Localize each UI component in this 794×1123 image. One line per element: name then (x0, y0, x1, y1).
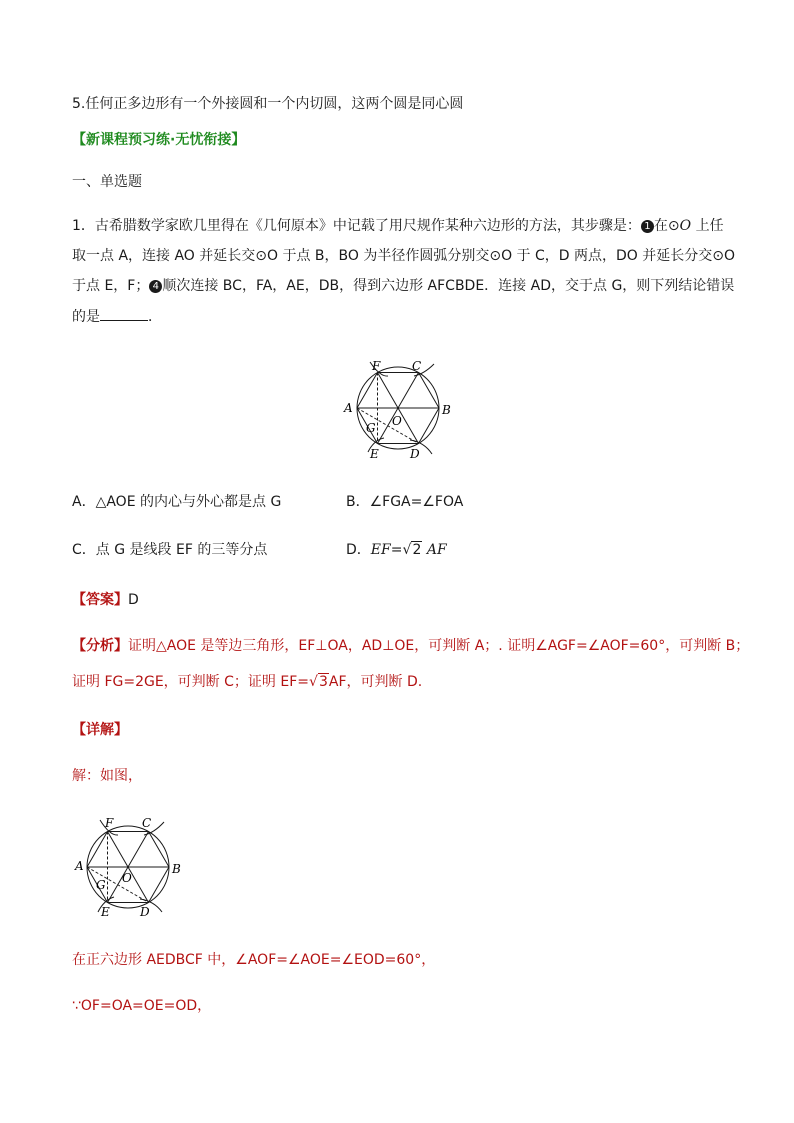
question-text: 于点 E，F； (72, 278, 150, 294)
question-line-1 (72, 216, 724, 236)
solution-line-1: 在正六边形 AEDBCF 中，∠AOF=∠AOE=∠EOD=60°， (72, 952, 436, 968)
sqrt-2: √ 2 (402, 542, 422, 558)
sqrt-3: √ 3 (309, 674, 328, 690)
label-c: C (142, 816, 152, 830)
option-d-ef: EF (370, 542, 391, 558)
label-b: B (172, 862, 181, 876)
hexagon-figure-2 (72, 812, 192, 924)
analysis-text: 证明 FG=2GE，可判断 C；证明 EF= (72, 674, 309, 690)
label-g: G (366, 421, 376, 435)
analysis-label: 【分析】 (72, 638, 128, 654)
label-b: B (442, 403, 451, 417)
option-d-eq: = (390, 542, 403, 558)
label-o: O (122, 871, 132, 885)
hexagon-figure-1 (340, 352, 460, 464)
answer-blank (100, 306, 148, 321)
question-text: 的是 (72, 309, 100, 325)
point-o: O (679, 218, 692, 234)
question-text: 古希腊数学家欧几里得在《几何原本》中记载了用尺规作某种六边形的方法，其步骤是： (94, 218, 641, 234)
question-text: 在⊙ (653, 218, 680, 234)
label-d: D (140, 905, 150, 919)
sqrt-3-arg: 3 (319, 674, 328, 690)
step-4-mark: 4 (149, 280, 162, 293)
option-c: C．点 G 是线段 EF 的三等分点 (72, 542, 268, 558)
option-d-prefix: D． (346, 542, 371, 558)
analysis-text: AF，可判断 D. (328, 674, 423, 690)
label-a: A (75, 859, 84, 873)
option-d (346, 540, 447, 560)
question-number: 1． (72, 218, 95, 234)
label-o: O (392, 414, 402, 428)
answer-label: 【答案】 (72, 592, 128, 608)
analysis-text: 证明△AOE 是等边三角形，EF⊥OA，AD⊥OE，可判断 A；. 证明∠AGF=∠AOF=60°，可判断 B； (128, 638, 750, 654)
section-heading: 一、单选题 (72, 174, 142, 190)
question-text: 上任 (691, 218, 724, 234)
option-b: B．∠FGA=∠FOA (346, 494, 464, 510)
label-c: C (412, 359, 422, 373)
section-tag: 【新课程预习练·无忧衔接】 (72, 132, 246, 148)
detail-label: 【详解】 (72, 722, 128, 738)
answer-value: D (128, 592, 139, 608)
label-d: D (410, 447, 420, 461)
label-e: E (101, 905, 110, 919)
sqrt-2-arg: 2 (412, 542, 422, 558)
question-text: 顺次连接 BC，FA，AE，DB，得到六边形 AFCBDE．连接 AD，交于点 G，则下列结论错误 (162, 278, 735, 294)
question-line-2: 取一点 A，连接 AO 并延长交⊙O 于点 B，BO 为半径作圆弧分别交⊙O 于 C，D 两点，DO 并延长分交⊙O (72, 248, 736, 264)
label-e: E (370, 447, 379, 461)
option-a: A．△AOE 的内心与外心都是点 G (72, 494, 282, 510)
header-line: 5.任何正多边形有一个外接圆和一个内切圆，这两个圆是同心圆 (72, 96, 464, 112)
label-f: F (105, 816, 114, 830)
solution-intro: 解：如图， (72, 768, 142, 784)
label-g: G (96, 878, 106, 892)
question-line-4: 的是 ． (72, 306, 162, 327)
step-1-mark: 1 (641, 220, 654, 233)
analysis-line-2 (72, 672, 422, 692)
question-line-3 (72, 276, 734, 296)
analysis-line-1 (72, 636, 749, 656)
option-d-af: AF (426, 542, 447, 558)
solution-line-2: ∵OF=OA=OE=OD， (72, 998, 212, 1014)
answer-line (72, 590, 139, 610)
label-f: F (372, 359, 381, 373)
label-a: A (344, 401, 353, 415)
